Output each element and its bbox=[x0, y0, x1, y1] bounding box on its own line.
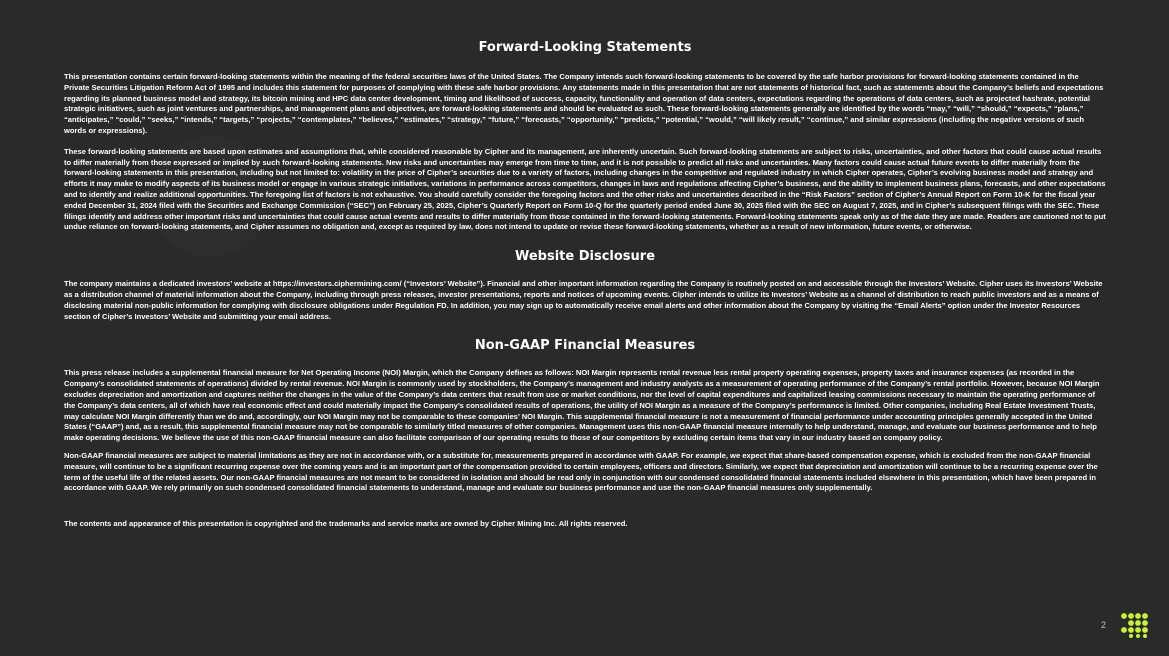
logo-dot bbox=[1128, 613, 1134, 619]
slide-content bbox=[64, 40, 1106, 530]
non-gaap-paragraph-2: Non-GAAP financial measures are subject to material limitations as they are not in accordance with, or a substitute for, measurements prepared in accordance with GAAP. For example, we expect that share-based compensation expense, which is excluded from the non-GAAP financial measure, will continue to be a significant recurring expense over the coming years and is an important part of the compensation provided to certain employees, officers and directors. Similarly, we expect that depreciation and amortization will continue to be a recurring expense over the term of the useful life of the related assets. Our non-GAAP financial measures are not meant to be considered in isolation and should be read only in conjunction with our condensed consolidated financial statements included elsewhere in this presentation, which have been prepared in accordance with GAAP. We rely primarily on such condensed consolidated financial statements to understand, manage and evaluate our business performance and use the non-GAAP financial measures only supplementally. bbox=[64, 450, 1098, 493]
forward-looking-paragraph-1: This presentation contains certain forward-looking statements within the meaning of the federal securities laws of the United States. The Company intends such forward-looking statements to be covered by the safe harbor provisions for forward-looking statements contained in the Private Securities Litigation Reform Act of 1995 and includes this statement for purposes of complying with these safe harbor provisions. Any statements made in this presentation that are not statements of historical fact, such as statements about the Company’s beliefs and expectations regarding its planned business model and strategy, its bitcoin mining and HPC data center development, timing and likelihood of success, capacity, functionality and operation of data centers, expectations regarding the operations of data centers, such as projected hashrate, potential strategic initiatives, such as joint ventures and partnerships, and management plans and objectives, are forward-looking statements and should be evaluated as such. These forward-looking statements generally are identified by the words “may,” “will,” “should,” “expects,” “plans,” “anticipates,” “could,” “seeks,” “intends,” “targets,” “projects,” “contemplates,” “believes,” “estimates,” “strategy,” “future,” “forecasts,” “opportunity,” “predicts,” “potential,” “would,” “will likely result,” “continue,” and similar expressions (including the negative versions of such words or expressions). bbox=[64, 72, 1104, 135]
website-disclosure-title: Website Disclosure bbox=[514, 249, 656, 265]
logo-dot bbox=[1128, 620, 1134, 626]
logo-dot bbox=[1121, 613, 1127, 619]
logo-dot bbox=[1142, 627, 1148, 633]
forward-looking-paragraph-2: These forward-looking statements are based upon estimates and assumptions that, while considered reasonable by Cipher and its management, are inherently uncertain. Such forward-looking statements are subject to risks, uncertainties, and other factors that could cause actual results to differ materially from those expressed or implied by such forward-looking statements. New risks and uncertainties may emerge from time to time, and it is not possible to predict all risks and uncertainties. Many factors could cause actual future events to differ materially from the forward-looking statements in this presentation, including but not limited to: volatility in the price of Cipher’s securities due to a variety of factors, including changes in the competitive and regulated industry in which Cipher operates, Cipher’s evolving business model and strategy and efforts it may make to modify aspects of its business model or engage in various strategic initiatives, variations in performance across competitors, changes in laws and regulations affecting Cipher’s business, and the ability to implement business plans, forecasts, and other expectations and to identify and realize additional opportunities. The foregoing list of factors is not exhaustive. You should carefully consider the foregoing factors and the other risks and uncertainties described in the “Risk Factors” section of Cipher’s Annual Report on Form 10-K for the fiscal year ended December 31, 2024 filed with the Securities and Exchange Commission (“SEC”) on February 25, 2025, Cipher’s Quarterly Report on Form 10-Q for the quarterly period ended June 30, 2025 filed with the SEC on August 7, 2025, and in Cipher’s subsequent filings with the SEC. These filings identify and address other important risks and uncertainties that could cause actual events and results to differ materially from those contained in the forward-looking statements. Forward-looking statements speak only as of the date they are made. Readers are cautioned not to put undue reliance on forward-looking statements, and Cipher assumes no obligation and, except as required by law, does not intend to update or revise these forward-looking statements, whether as a result of new information, future events, or otherwise. bbox=[64, 146, 1106, 232]
logo-dot bbox=[1142, 620, 1148, 626]
logo-dot bbox=[1136, 634, 1140, 638]
forward-looking-title: Forward-Looking Statements bbox=[478, 40, 692, 55]
non-gaap-title: Non-GAAP Financial Measures bbox=[474, 338, 696, 354]
logo-dot bbox=[1135, 627, 1141, 633]
logo-dot bbox=[1121, 627, 1127, 633]
logo-dot bbox=[1129, 634, 1133, 638]
logo-dot bbox=[1143, 634, 1147, 638]
logo-dots bbox=[1121, 613, 1148, 638]
logo-dot bbox=[1128, 627, 1134, 633]
logo-dot bbox=[1142, 613, 1148, 619]
cipher-logo-icon bbox=[1120, 612, 1152, 638]
logo-dot bbox=[1135, 613, 1141, 619]
website-disclosure-paragraph: The company maintains a dedicated investors’ website at https://investors.ciphermining.com/ (“Investors’ Website”). Financial and other important information regarding the Company is routinely posted on and accessible through the Investors’ Website. Cipher uses its Investors’ Website as a distribution channel of material information about the Company, including through press releases, investor presentations, reports and notices of upcoming events. Cipher intends to utilize its Investors’ Website as a channel of distribution to reach public investors and as a means of disclosing material non-public information for complying with disclosure obligations under Regulation FD. In addition, you may sign up to automatically receive email alerts and other information about the Company by visiting the “Email Alerts” option under the Investor Resources section of Cipher’s Investors’ Website and submitting your email address. bbox=[64, 279, 1103, 321]
logo-dot bbox=[1135, 620, 1141, 626]
page-number: 2 bbox=[1100, 620, 1106, 630]
copyright-notice: The contents and appearance of this presentation is copyrighted and the trademarks and service marks are owned by Cipher Mining Inc. All rights reserved. bbox=[64, 519, 628, 529]
non-gaap-paragraph-1: This press release includes a supplemental financial measure for Net Operating Income (NOI) Margin, which the Company defines as follows: NOI Margin represents rental revenue less rental property operating expenses, property taxes and insurance expenses (as recorded in the Company’s consolidated statements of operations) divided by rental revenue. NOI Margin is commonly used by stockholders, the Company’s management and industry analysts as a measurement of operating performance of the Company’s rental portfolio. However, because NOI Margin excludes depreciation and amortization and captures neither the changes in the value of the Company’s data centers that result from use or market conditions, nor the level of capital expenditures and capitalized leasing commissions necessary to maintain the operating performance of the Company’s data centers, all of which have real economic effect and could materially impact the Company’s consolidated results of operations, the utility of NOI Margin as a measure of the Company’s performance is limited. Other companies, including Real Estate Investment Trusts, may calculate NOI Margin differently than we do and, accordingly, our NOI Margin may not be comparable to these companies’ NOI Margin. This supplemental financial measure is not a measurement of financial performance under accounting principles generally accepted in the United States (“GAAP”) and, as a result, this supplemental financial measure may not be comparable to similarly titled measures of other companies. Management uses this non-GAAP financial measure internally to help understand, manage, and evaluate our business performance and to help make operating decisions. We believe the use of this non-GAAP financial measure can also facilitate comparison of our operating results to those of our competitors by excluding certain items that vary in our industry based on company policy. bbox=[64, 368, 1100, 443]
